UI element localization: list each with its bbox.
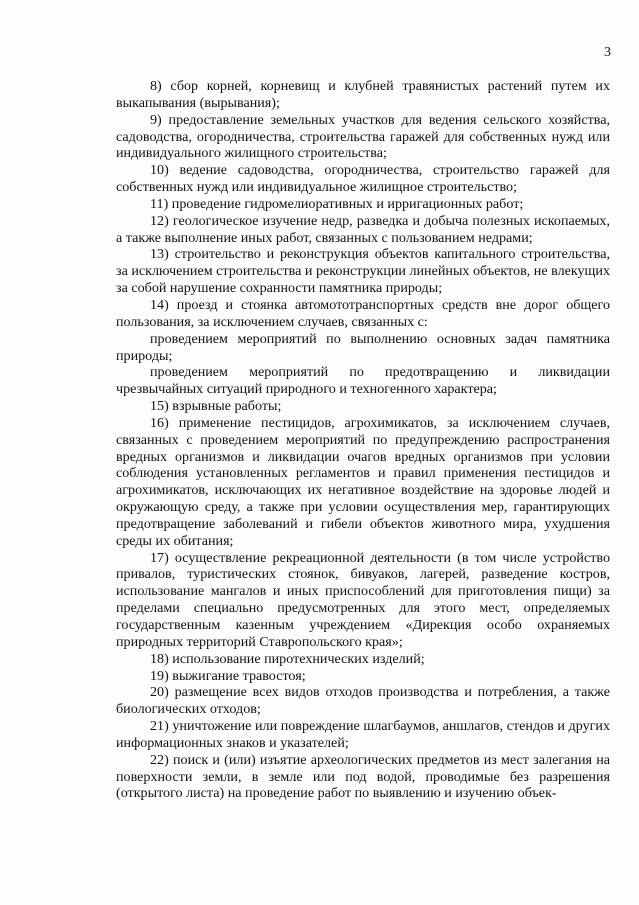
paragraph-item-13: 13) строительство и реконструкция объектов капитального строительства, за исключением строительства и реконструкции линейных объектов, не влекущих за собой нарушение сохранности памятника природы;	[116, 246, 610, 297]
paragraph-item-20: 20) размещение всех видов отходов производства и потребления, а также биологических отходов;	[116, 684, 610, 718]
paragraph-item-16: 16) применение пестицидов, агрохимикатов, за исключением случаев, связанных с проведением мероприятий по предупреждению распространения вредных организмов и ликвидации очагов вредных организмов при условии соблюдения установленных регламентов и правил применения пестицидов и агрохимикатов, исключающих их негативное воздействие на здоровье людей и окружающую среду, а также при условии осуществления мер, гарантирующих предотвращение заболеваний и гибели объектов животного мира, ухудшения среды их обитания;	[116, 414, 610, 549]
paragraph-item-12: 12) геологическое изучение недр, разведка и добыча полезных ископаемых, а также выполнение иных работ, связанных с пользованием недрами;	[116, 212, 610, 246]
paragraph-item-15: 15) взрывные работы;	[150, 398, 282, 415]
paragraph-item-10: 10) ведение садоводства, огородничества, строительство гаражей для собственных нужд или индивидуальное жилищное строительство;	[116, 162, 610, 196]
paragraph-item-11: 11) проведение гидромелиоративных и ирригационных работ;	[150, 195, 524, 212]
paragraph-item-8: 8) сбор корней, корневищ и клубней травянистых растений путем их выкапывания (вырывания);	[116, 78, 610, 111]
paragraph-item-22: 22) поиск и (или) изъятие археологических предметов из мест залегания на поверхности земли, в земле или под водой, проводимые без разрешения (открытого листа) на проведение работ по выявлению и изучению объек-	[116, 751, 610, 802]
paragraph-item-21: 21) уничтожение или повреждение шлагбаумов, аншлагов, стендов и других информационных знаков и указателей;	[116, 718, 610, 751]
document-body	[116, 78, 610, 802]
paragraph-subitem-emergencies: проведением мероприятий по предотвращению и ликвидации чрезвычайных ситуаций природного и техногенного характера;	[116, 364, 610, 398]
page-number: 3	[604, 45, 611, 60]
paragraph-item-19: 19) выжигание травостоя;	[150, 667, 306, 684]
paragraph-item-9: 9) предоставление земельных участков для ведения сельского хозяйства, садоводства, огородничества, строительства гаражей для собственных нужд или индивидуального жилищного строительства;	[116, 111, 610, 162]
paragraph-subitem-tasks: проведением мероприятий по выполнению основных задач памятника природы;	[116, 330, 610, 364]
paragraph-item-17: 17) осуществление рекреационной деятельности (в том числе устройство привалов, туристических стоянок, бивуаков, лагерей, разведение костров, использование мангалов и иных приспособлений для приготовления пищи) за пределами специально предусмотренных для этого мест, определяемых государственным казенным учреждением «Дирекция особо охраняемых природных территорий Ставропольского края»;	[116, 549, 610, 650]
paragraph-item-14: 14) проезд и стоянка автомототранспортных средств вне дорог общего пользования, за исключением случаев, связанных с:	[116, 296, 610, 330]
paragraph-item-18: 18) использование пиротехнических изделий;	[150, 650, 425, 667]
